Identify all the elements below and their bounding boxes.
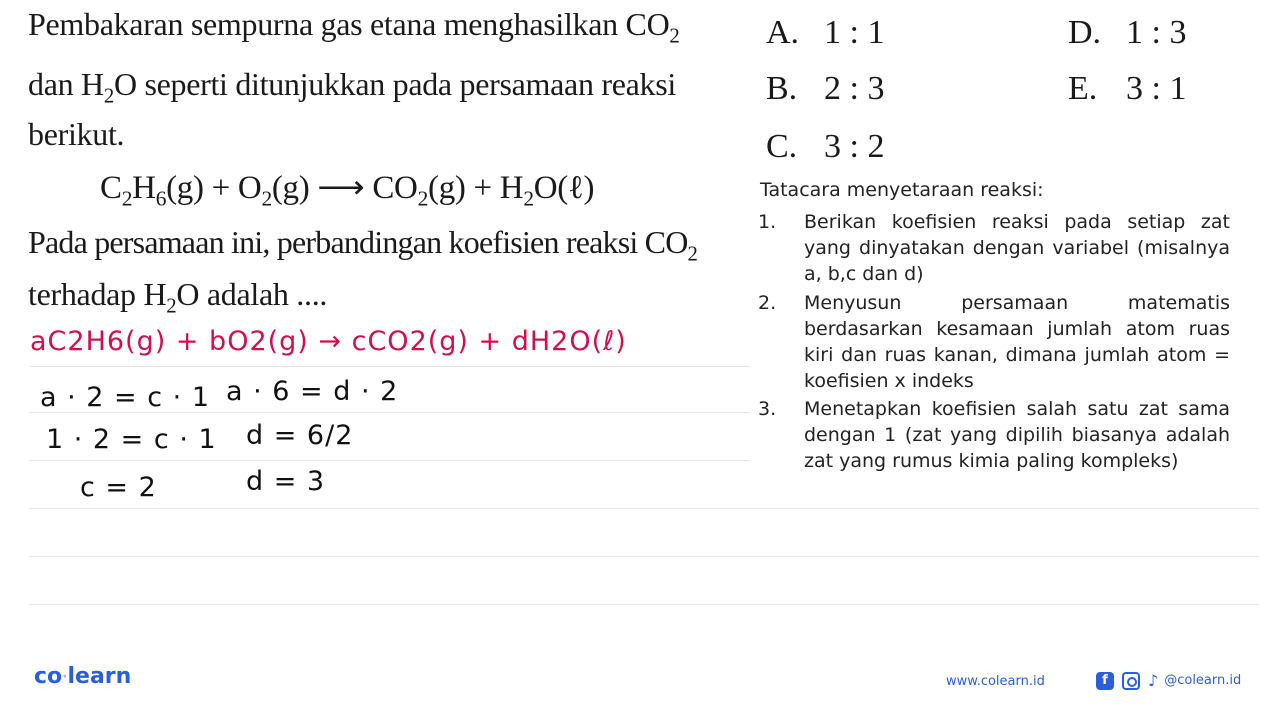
colearn-logo[interactable]: co·learn — [34, 664, 132, 689]
question-line-1: Pembakaran sempurna gas etana menghasilkan $CO_2$ — [28, 6, 680, 48]
tatacara-title: Tatacara menyetaraan reaksi: — [760, 179, 1044, 201]
option-d[interactable]: D. 1 : 3 — [1068, 14, 1187, 51]
question-line-4: Pada persamaan ini, perbandingan koefisien reaksi $CO_2$ — [28, 224, 698, 266]
ruled-line — [30, 460, 750, 461]
ruled-line — [30, 604, 1258, 605]
website-link[interactable]: www.colearn.id — [946, 674, 1045, 689]
social-handle[interactable]: @colearn.id — [1164, 673, 1242, 688]
handwritten-equation: aC2H6(g) + bO2(g) → cCO2(g) + dH2O(ℓ) — [30, 326, 627, 357]
ruled-line — [30, 508, 1258, 509]
question-line-5: terhadap $H_2O$ adalah .... — [28, 276, 328, 318]
question-line-2: dan $H_2O$ seperti ditunjukkan pada persamaan reaksi — [28, 66, 676, 108]
option-a[interactable]: A. 1 : 1 — [766, 14, 885, 51]
option-e[interactable]: E. 3 : 1 — [1068, 70, 1187, 107]
ruled-line — [30, 366, 750, 367]
reaction-equation: $C_2H_6(g) + O_2(g)$ ⟶ $CO_2(g)$ + $H_2O(\ell)$ — [100, 170, 595, 211]
work-row-3-left: c = 2 — [80, 472, 157, 503]
instagram-icon[interactable] — [1122, 672, 1140, 690]
work-row-1-right: a · 6 = d · 2 — [226, 376, 399, 407]
work-row-2-right: d = 6/2 — [246, 420, 354, 451]
work-row-3-right: d = 3 — [246, 466, 326, 497]
facebook-icon[interactable]: f — [1096, 672, 1114, 690]
question-line-3: berikut. — [28, 116, 125, 152]
work-row-1-left: a · 2 = c · 1 — [40, 382, 211, 413]
work-row-2-left: 1 · 2 = c · 1 — [46, 424, 217, 455]
logo-dot-icon: · — [62, 669, 68, 685]
option-c[interactable]: C. 3 : 2 — [766, 128, 885, 165]
tiktok-icon[interactable]: ♪ — [1148, 671, 1159, 690]
option-b[interactable]: B. 2 : 3 — [766, 70, 885, 107]
social-links — [1096, 671, 1241, 690]
ruled-line — [30, 556, 1258, 557]
